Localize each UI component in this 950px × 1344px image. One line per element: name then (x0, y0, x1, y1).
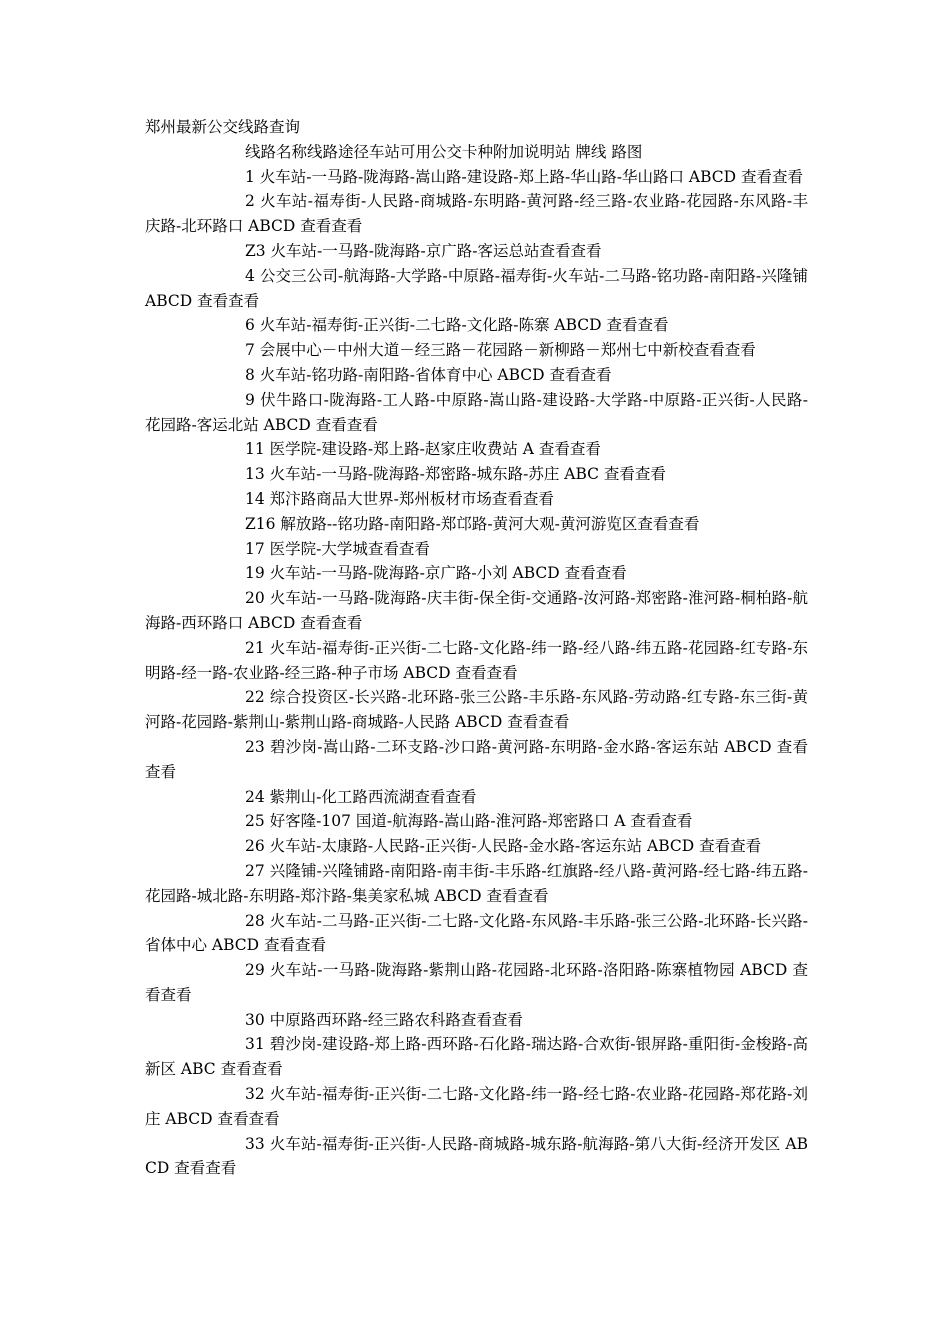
route-item: 25 好客隆-107 国道-航海路-嵩山路-淮河路-郑密路口 A 查看查看 (245, 812, 693, 831)
route-item: 31 碧沙岗-建设路-郑上路-西环路-石化路-瑞达路-合欢街-银屏路-重阳街-金梭路-高新区 ABC 查看查看 (145, 1035, 808, 1079)
route-item: 8 火车站-铭功路-南阳路-省体育中心 ABCD 查看查看 (245, 365, 612, 384)
route-list (145, 165, 808, 1182)
route-item: 2 火车站-福寿街-人民路-商城路-东明路-黄河路-经三路-农业路-花园路-东风路-丰庆路-北环路口 ABCD 查看查看 (145, 192, 808, 236)
route-item: 27 兴隆铺-兴隆铺路-南阳路-南丰街-丰乐路-红旗路-经八路-黄河路-经七路-纬五路-花园路-城北路-东明路-郑汴路-集美家私城 ABCD 查看查看 (145, 861, 808, 905)
route-item: 6 火车站-福寿街-正兴街-二七路-文化路-陈寨 ABCD 查看查看 (245, 316, 669, 335)
route-item: 9 伏牛路口-陇海路-工人路-中原路-嵩山路-建设路-大学路-中原路-正兴街-人民路-花园路-客运北站 ABCD 查看查看 (145, 390, 808, 434)
route-item: 21 火车站-福寿街-正兴街-二七路-文化路-纬一路-经八路-纬五路-花园路-红专路-东明路-经一路-农业路-经三路-种子市场 ABCD 查看查看 (145, 638, 808, 682)
route-item: Z16 解放路--铭功路-南阳路-郑邙路-黄河大观-黄河游览区查看查看 (245, 514, 700, 533)
route-item: 20 火车站-一马路-陇海路-庆丰街-保全街-交通路-汝河路-郑密路-淮河路-桐柏路-航海路-西环路口 ABCD 查看查看 (145, 589, 808, 632)
route-item: 29 火车站-一马路-陇海路-紫荆山路-花园路-北环路-洛阳路-陈寨植物园 ABCD 查看查看 (145, 961, 808, 1004)
route-item: 22 综合投资区-长兴路-北环路-张三公路-丰乐路-东风路-劳动路-红专路-东三街-黄河路-花园路-紫荆山-紫荆山路-商城路-人民路 ABCD 查看查看 (145, 688, 808, 732)
route-item: 26 火车站-太康路-人民路-正兴街-人民路-金水路-客运东站 ABCD 查看查看 (245, 837, 762, 856)
route-item: 11 医学院-建设路-郑上路-赵家庄收费站 A 查看查看 (245, 440, 601, 459)
route-item: 23 碧沙岗-嵩山路-二环支路-沙口路-黄河路-东明路-金水路-客运东站 ABCD 查看查看 (145, 737, 808, 781)
document-page (145, 115, 808, 1181)
document-title: 郑州最新公交线路查询 (145, 118, 301, 136)
table-header-line: 线路名称线路途径车站可用公交卡种附加说明站 牌线 路图 (245, 142, 643, 161)
route-item: 19 火车站-一马路-陇海路-京广路-小刘 ABCD 查看查看 (245, 564, 627, 583)
route-item: 7 会展中心－中州大道－经三路－花园路－新柳路－郑州七中新校查看查看 (245, 341, 756, 360)
route-item: 13 火车站-一马路-陇海路-郑密路-城东路-苏庄 ABC 查看查看 (245, 465, 666, 484)
route-item: Z3 火车站-一马路-陇海路-京广路-客运总站查看查看 (245, 241, 602, 260)
route-item: 30 中原路西环路-经三路农科路查看查看 (245, 1010, 523, 1029)
route-item: 28 火车站-二马路-正兴街-二七路-文化路-东风路-丰乐路-张三公路-北环路-长兴路-省体中心 ABCD 查看查看 (145, 911, 808, 955)
route-item: 33 火车站-福寿街-正兴街-人民路-商城路-城东路-航海路-第八大街-经济开发区 ABCD 查看查看 (145, 1134, 808, 1178)
route-item: 1 火车站-一马路-陇海路-嵩山路-建设路-郑上路-华山路-华山路口 ABCD 查看查看 (245, 167, 803, 186)
route-item: 32 火车站-福寿街-正兴街-二七路-文化路-纬一路-经七路-农业路-花园路-郑花路-刘庄 ABCD 查看查看 (145, 1085, 808, 1128)
route-item: 4 公交三公司-航海路-大学路-中原路-福寿街-火车站-二马路-铭功路-南阳路-兴隆铺 ABCD 查看查看 (145, 266, 808, 310)
route-item: 14 郑汴路商品大世界-郑州板材市场查看查看 (245, 489, 554, 508)
route-item: 17 医学院-大学城查看查看 (245, 539, 430, 558)
route-item: 24 紫荆山-化工路西流湖查看查看 (245, 787, 477, 806)
